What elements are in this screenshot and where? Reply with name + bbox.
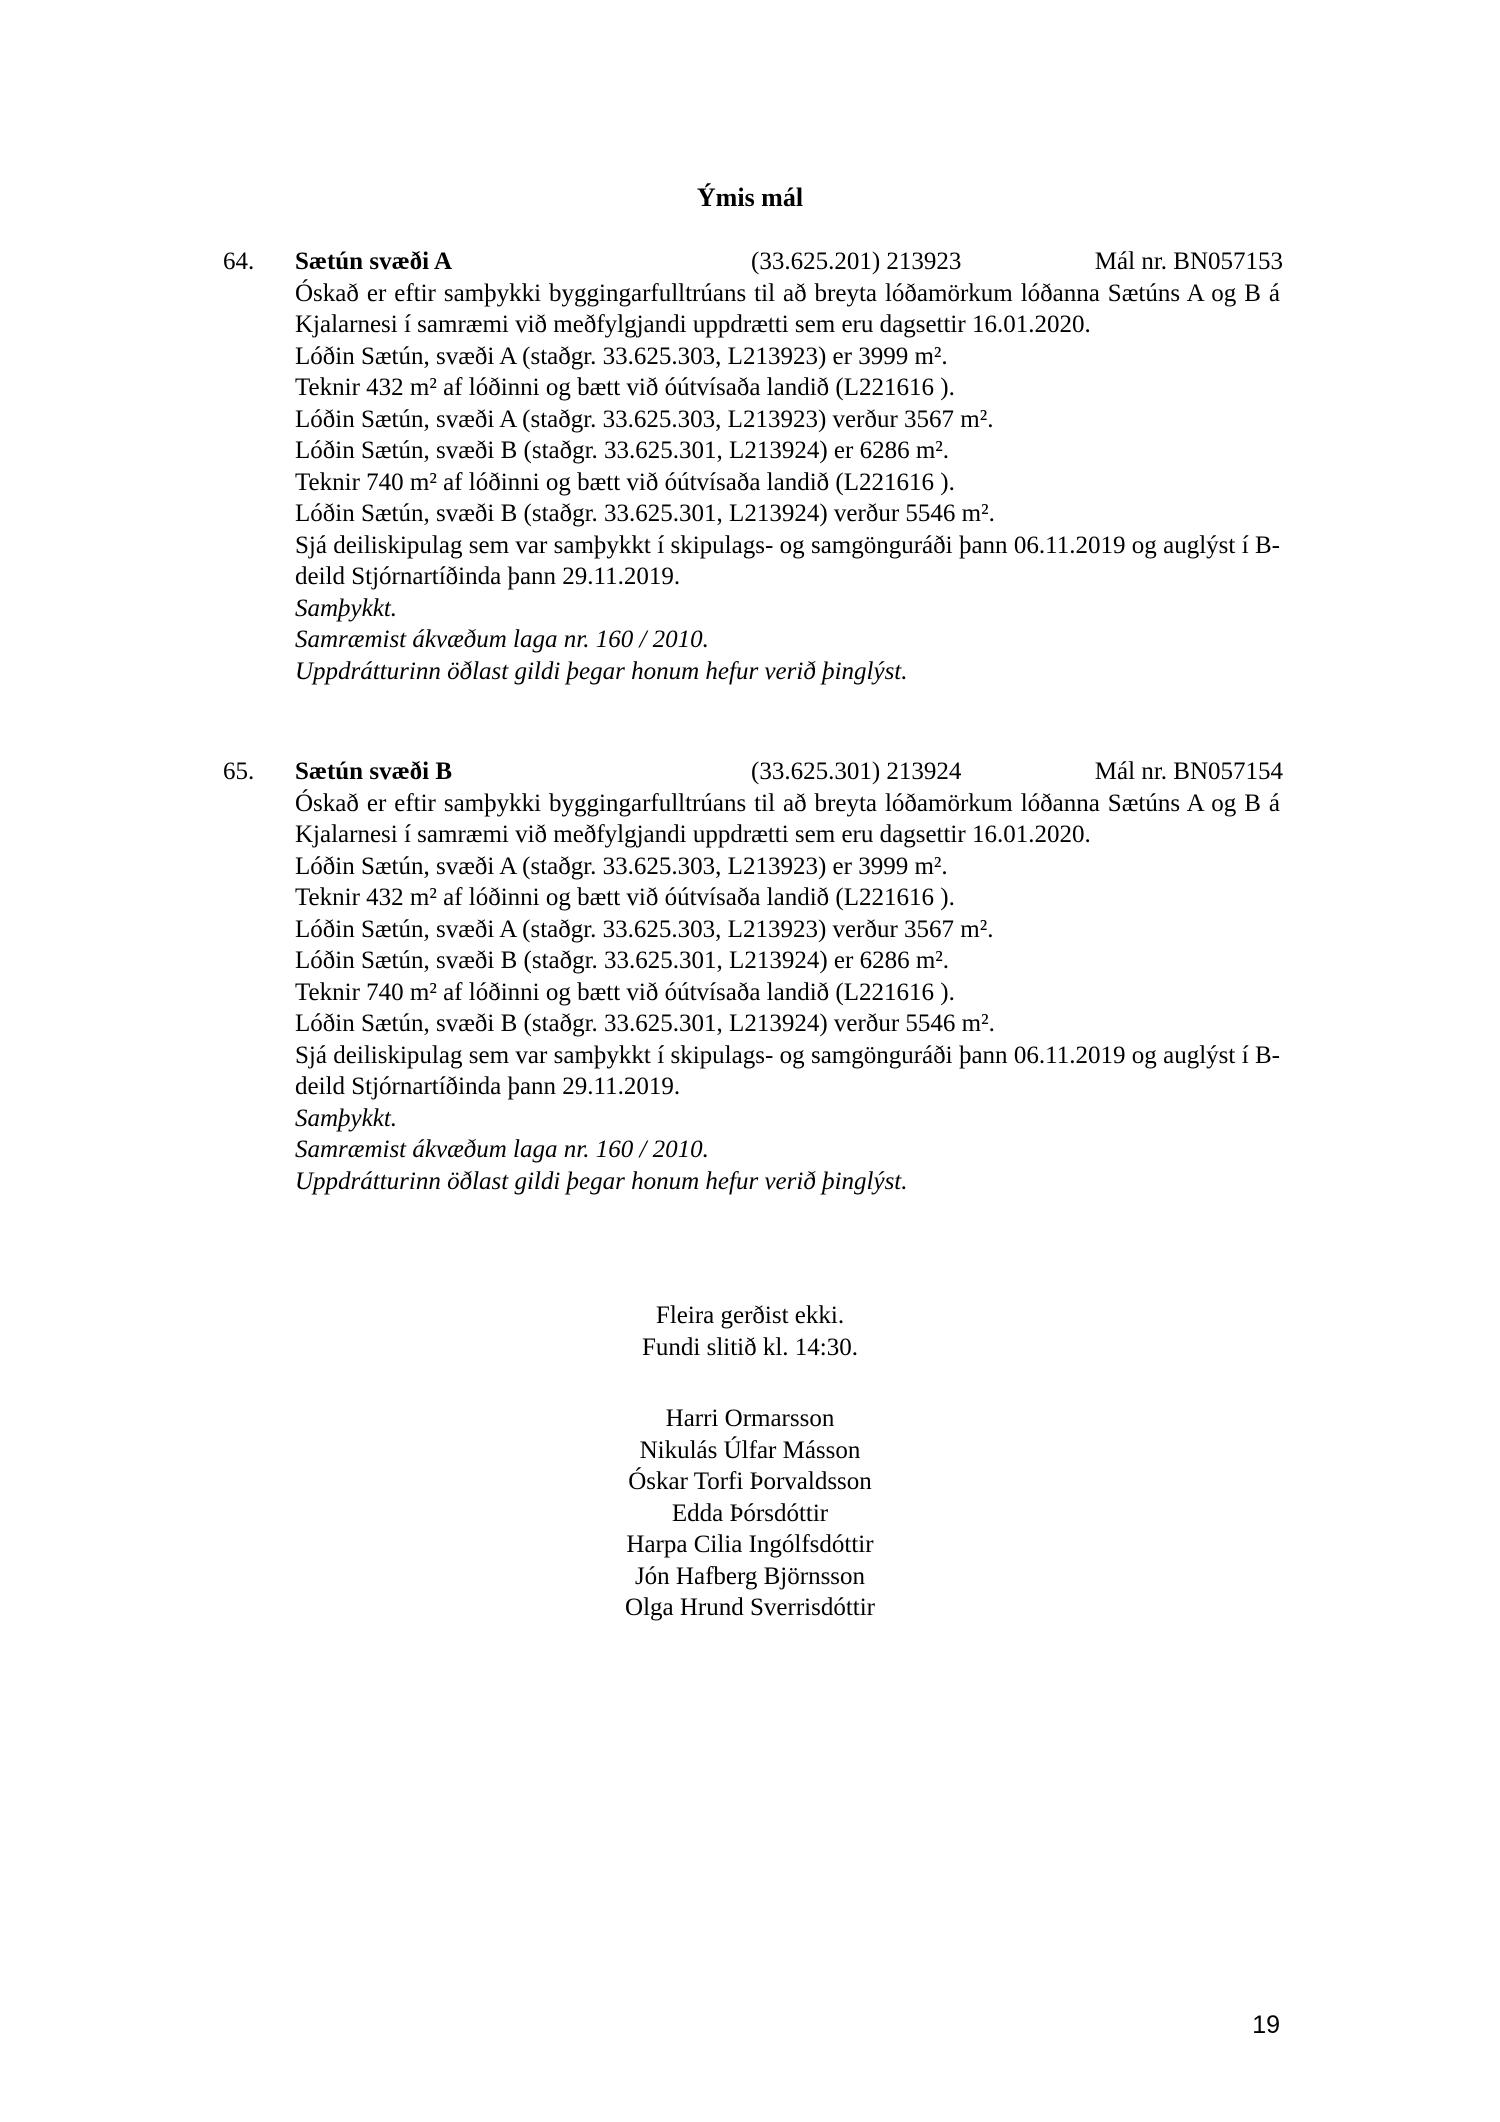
signer-name: Nikulás Úlfar Másson [639, 1436, 861, 1464]
item-case-number: Mál nr. BN057153 [1094, 248, 1283, 275]
lot-line: Lóðin Sætún, svæði A (staðgr. 33.625.303, L213923) er 3999 m². [295, 342, 948, 370]
page-number: 19 [1252, 2011, 1280, 2039]
lot-line: Teknir 432 m² af lóðinni og bætt við óútvísaða landið (L221616 ). [295, 884, 955, 911]
plan-note: Sjá deiliskipulag sem var samþykkt í skipulags- og samgönguráði þann 06.11.2019 og auglýst í B-deild Stjórnartíðinda þann 29.11.2019. [295, 1041, 1280, 1100]
item-number: 64. [223, 248, 255, 275]
signer-name: Harpa Cilia Ingólfsdóttir [626, 1531, 874, 1558]
signers-list [0, 1403, 1500, 1624]
decision: Samþykkt. [295, 594, 398, 622]
section-title: Ýmis mál [696, 183, 804, 212]
lot-line: Lóðin Sætún, svæði A (staðgr. 33.625.303, L213923) verður 3567 m². [295, 915, 994, 943]
agenda-item-64 [223, 246, 1283, 687]
signer-name: Óskar Torfi Þorvaldsson [628, 1468, 872, 1495]
item-reference: (33.625.201) 213923 [751, 248, 962, 275]
signer-name: Harri Ormarsson [665, 1405, 835, 1432]
item-title: Sætún svæði B [295, 758, 452, 785]
lot-line: Teknir 740 m² af lóðinni og bætt við óútvísaða landið (L221616 ). [295, 978, 955, 1006]
law-note: Samræmist ákvæðum laga nr. 160 / 2010. [295, 1136, 709, 1163]
closing-statement [0, 1300, 1500, 1363]
lot-line: Lóðin Sætún, svæði A (staðgr. 33.625.303, L213923) er 3999 m². [295, 852, 948, 880]
item-description: Óskað er eftir samþykki byggingarfulltrúans til að breyta lóðamörkum lóðanna Sætúns A og B á Kjalarnesi í samræmi við meðfylgjandi uppdrætti sem eru dagsettir 16.01.2020. [295, 279, 1280, 338]
lot-line: Lóðin Sætún, svæði A (staðgr. 33.625.303, L213923) verður 3567 m². [295, 405, 994, 433]
validity-note: Uppdrátturinn öðlast gildi þegar honum hefur verið þinglýst. [295, 1167, 908, 1195]
lot-line: Lóðin Sætún, svæði B (staðgr. 33.625.301, L213924) verður 5546 m². [295, 500, 995, 527]
lot-line: Teknir 432 m² af lóðinni og bætt við óútvísaða landið (L221616 ). [295, 374, 955, 401]
decision: Samþykkt. [295, 1104, 398, 1132]
plan-note: Sjá deiliskipulag sem var samþykkt í skipulags- og samgönguráði þann 06.11.2019 og auglýst í B-deild Stjórnartíðinda þann 29.11.2019. [295, 531, 1280, 590]
signer-name: Edda Þórsdóttir [671, 1499, 829, 1527]
item-title: Sætún svæði A [295, 248, 452, 275]
law-note: Samræmist ákvæðum laga nr. 160 / 2010. [295, 626, 709, 653]
validity-note: Uppdrátturinn öðlast gildi þegar honum hefur verið þinglýst. [295, 657, 908, 685]
lot-line: Lóðin Sætún, svæði B (staðgr. 33.625.301, L213924) er 6286 m². [295, 947, 950, 974]
lot-line: Lóðin Sætún, svæði B (staðgr. 33.625.301, L213924) verður 5546 m². [295, 1010, 995, 1037]
closing-line: Fleira gerðist ekki. [655, 1302, 845, 1329]
item-body [295, 278, 1280, 688]
item-case-number: Mál nr. BN057154 [1094, 758, 1283, 785]
agenda-item-65 [223, 756, 1283, 1197]
closing-time: Fundi slitið kl. 14:30. [641, 1333, 858, 1361]
item-header [223, 756, 1283, 788]
lot-line: Teknir 740 m² af lóðinni og bætt við óútvísaða landið (L221616 ). [295, 468, 955, 496]
item-reference: (33.625.301) 213924 [751, 758, 962, 785]
lot-line: Lóðin Sætún, svæði B (staðgr. 33.625.301, L213924) er 6286 m². [295, 437, 950, 464]
item-description: Óskað er eftir samþykki byggingarfulltrúans til að breyta lóðamörkum lóðanna Sætúns A og B á Kjalarnesi í samræmi við meðfylgjandi uppdrætti sem eru dagsettir 16.01.2020. [295, 789, 1280, 848]
signer-name: Jón Hafberg Björnsson [634, 1562, 866, 1590]
item-body [295, 788, 1280, 1198]
item-header [223, 246, 1283, 278]
item-number: 65. [223, 758, 255, 785]
signer-name: Olga Hrund Sverrisdóttir [625, 1594, 875, 1621]
